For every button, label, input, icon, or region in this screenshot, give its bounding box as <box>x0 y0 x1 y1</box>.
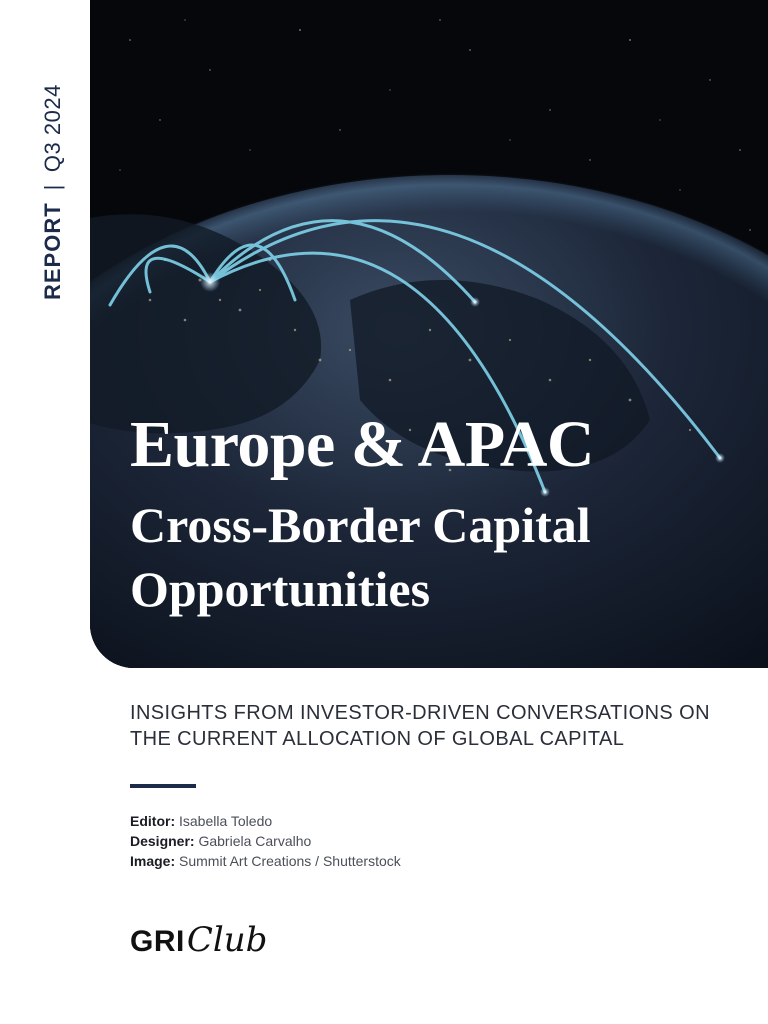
hero-image <box>90 0 768 668</box>
credit-row-designer <box>130 831 401 851</box>
credit-key: Image: <box>130 853 176 869</box>
credits-block <box>130 811 401 871</box>
credit-row-editor <box>130 811 401 831</box>
logo-club: Club <box>186 920 268 960</box>
credit-value: Gabriela Carvalho <box>198 833 312 849</box>
credit-value: Summit Art Creations / Shutterstock <box>179 853 401 869</box>
insights-heading: INSIGHTS FROM INVESTOR-DRIVEN CONVERSATIONS ON THE CURRENT ALLOCATION OF GLOBAL CAPITAL <box>130 702 710 750</box>
report-label: REPORT <box>40 202 65 300</box>
credit-row-image <box>130 851 401 871</box>
label-separator: | <box>40 184 65 191</box>
report-period: Q3 2024 <box>40 84 65 173</box>
logo-gri: GRI <box>130 925 185 958</box>
gri-club-logo <box>130 910 267 960</box>
report-side-label <box>40 84 66 300</box>
hero-title: Europe & APAC <box>130 408 595 481</box>
hero-subtitle: Cross-Border Capital Opportunities <box>130 497 591 617</box>
credit-key: Designer: <box>130 833 195 849</box>
credit-key: Editor: <box>130 813 176 829</box>
divider-rule <box>130 784 196 788</box>
credit-value: Isabella Toledo <box>179 813 273 829</box>
